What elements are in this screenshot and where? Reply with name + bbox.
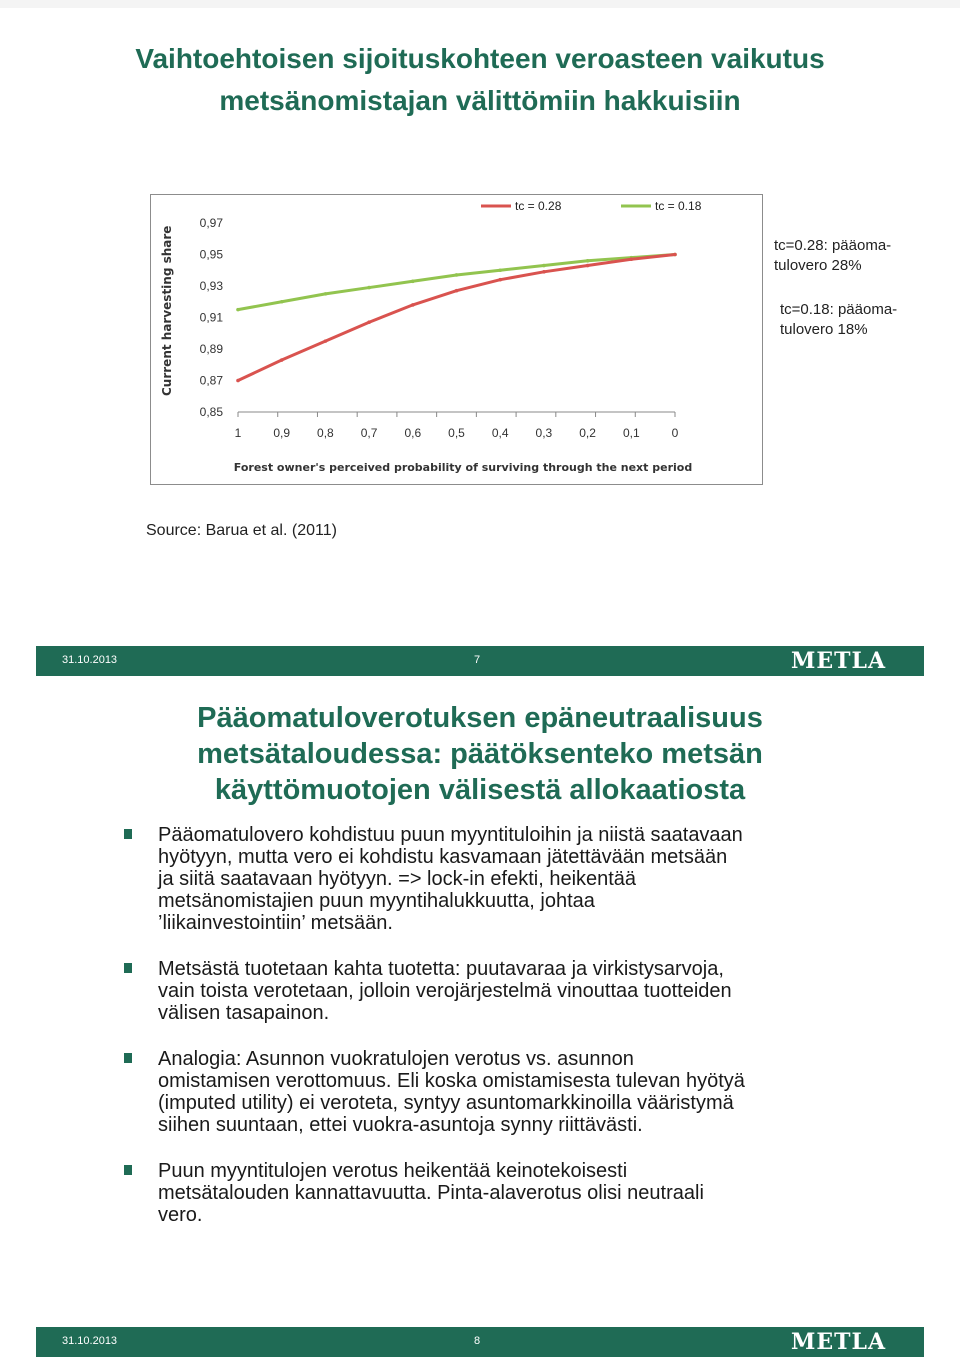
data-point [586,259,590,263]
legend-label: tc = 0.18 [655,199,702,213]
bullet-line: hyötyyn, mutta vero ei kohdistu kasvamaan jätettävään metsään [158,846,728,868]
bullet-line: metsänomistajien puun myyntihalukkuutta, johtaa [158,890,595,912]
bullet-line: (imputed utility) ei veroteta, syntyy asuntomarkkinoilla vääristymä [158,1092,734,1114]
x-tick-label: 0,8 [317,426,334,440]
x-tick-label: 0,4 [491,426,509,440]
y-tick-label: 0,95 [199,247,223,262]
slide-title-line-3: käyttömuotojen välisestä allokaatiosta [214,774,746,806]
bullet-list [122,824,822,1226]
data-point [411,279,415,283]
bullet-line: vero. [158,1204,203,1226]
data-point [367,320,371,324]
slide-8 [0,684,960,1367]
bullet-line: ja siitä saatavaan hyötyyn. => lock-in efekti, heikentää [158,868,637,890]
bullet-square-icon [124,1053,132,1063]
bullet-line: Puun myyntitulojen verotus heikentää keinotekoisesti [158,1160,628,1182]
bullet-item [122,1048,822,1136]
data-point [498,278,502,282]
metla-logo: METLA [791,648,887,674]
data-point [324,292,328,296]
footer-bar [36,646,924,676]
note-tc-018-line-2: tulovero 18% [780,321,868,338]
bullet-line: Metsästä tuotetaan kahta tuotetta: puutavaraa ja virkistysarvoja, [158,958,724,980]
data-point [586,264,590,268]
x-tick-label: 0,1 [622,426,640,440]
metla-logo: METLA [791,1329,887,1355]
y-tick-label: 0,85 [199,405,223,419]
bullet-line: Analogia: Asunnon vuokratulojen verotus vs. asunnon [158,1048,634,1070]
bullet-item [122,1160,822,1226]
slide-title-line-1: Pääomatuloverotuksen epäneutraalisuus [197,702,763,734]
note-tc-028 [774,236,891,276]
y-tick-label: 0,87 [199,373,223,388]
data-point [236,379,240,383]
data-point [673,253,677,257]
note-tc-018 [780,300,897,340]
bullet-line: vain toista verotetaan, jolloin verojärjestelmä vinouttaa tuotteiden [158,980,732,1002]
x-tick-label: 0,5 [448,426,465,440]
note-tc-028-line-1: tc=0.28: pääoma- [774,237,892,254]
x-tick-label: 0,7 [360,426,378,440]
bullet-square-icon [124,829,132,839]
data-point [411,303,415,307]
line-chart [151,195,762,484]
x-tick-label: 0,9 [273,426,291,440]
bullet-line: omistamisen verottomuus. Eli koska omistamisesta tulevan hyötyä [158,1070,745,1092]
bullet-line: välisen tasapainon. [158,1002,330,1024]
x-axis-label: Forest owner's perceived probability of surviving through the next period [233,461,693,474]
data-point [236,308,240,312]
data-point [280,358,284,362]
bullet-line: metsätalouden kannattavuutta. Pinta-alaverotus olisi neutraali [158,1182,704,1204]
legend-label: tc = 0.28 [515,199,562,213]
chart-frame [150,194,763,485]
y-tick-label: 0,89 [199,342,223,356]
slide-title [60,38,900,122]
footer-date: 31.10.2013 [62,654,118,666]
data-point [324,339,328,343]
footer-page-number: 7 [474,654,481,666]
y-tick-label: 0,91 [199,310,223,325]
bullet-line: Pääomatulovero kohdistuu puun myyntituloihin ja niistä saatavaan [158,824,743,846]
source-citation: Source: Barua et al. (2011) [146,522,337,539]
x-tick-label: 0,2 [579,426,596,440]
slide-title-line-1: Vaihtoehtoisen sijoituskohteen veroasteen vaikutus [135,43,825,74]
y-tick-label: 0,93 [199,279,223,293]
x-tick-label: 1 [234,426,242,440]
data-point [455,289,459,293]
data-point [630,257,634,261]
bullet-item [122,824,822,934]
x-tick-label: 0,6 [404,426,422,440]
footer-page-number: 8 [474,1335,481,1347]
note-tc-028-line-2: tulovero 28% [774,257,862,274]
data-point [280,300,284,304]
x-tick-label: 0 [671,426,679,440]
slide-title-line-2: metsänomistajan välittömiin hakkuisiin [219,85,741,116]
note-tc-018-line-1: tc=0.18: pääoma- [780,301,898,318]
bullet-square-icon [124,963,132,973]
bullet-line: siihen suuntaan, ettei vuokra-asuntoja synny riittävästi. [158,1114,643,1136]
footer-date: 31.10.2013 [62,1335,118,1347]
bullet-square-icon [124,1165,132,1175]
bullet-item [122,958,822,1024]
data-point [455,273,459,277]
y-tick-label: 0,97 [199,216,223,230]
footer-bar [36,1327,924,1357]
slide-title [90,700,870,808]
slide-7 [0,0,960,676]
data-point [542,264,546,268]
y-axis-label: Current harvesting share [160,225,174,396]
data-point [542,270,546,274]
bullet-line: ’liikainvestointiin’ metsään. [158,912,393,934]
data-point [367,286,371,290]
x-tick-label: 0,3 [535,426,553,440]
top-rule [0,0,960,8]
data-point [498,268,502,272]
slide-title-line-2: metsätaloudessa: päätöksenteko metsän [197,738,763,770]
